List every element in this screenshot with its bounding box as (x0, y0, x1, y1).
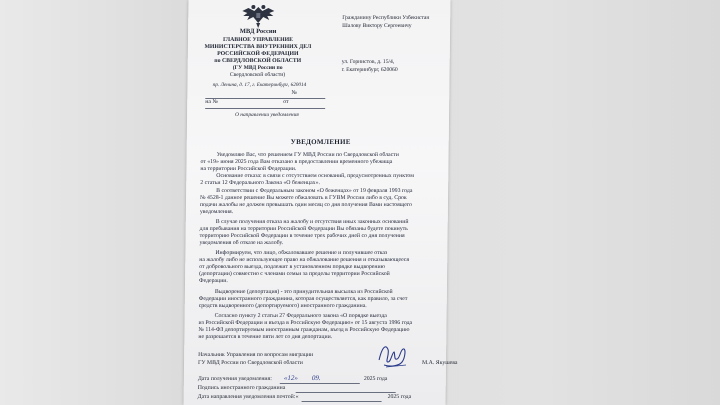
double-headed-eagle-emblem (238, 3, 278, 29)
agency-name-line-3: РОССИЙСКОЙ ФЕДЕРАЦИИ (217, 51, 299, 57)
letter-subject: О направлении уведомления (235, 112, 299, 118)
paragraph-4-line: В случае получения отказа на жалобу и отсутствия иных законных оснований (215, 219, 409, 225)
paragraph-5 (199, 250, 437, 285)
paragraph-2 (200, 173, 438, 187)
paragraph-3-line: подачи жалобы не должен превышать один месяц со дня получения Вами настоящего (199, 202, 412, 209)
paragraph-5-line: Информируем, что лицо, обжаловавшее решение и получившее отказ (215, 250, 388, 256)
handwritten-signature (376, 340, 410, 370)
foreigner-signature-line (296, 392, 396, 393)
signer-position-line-1: Начальник Управления по вопросам миграции (198, 352, 314, 358)
paragraph-5-line: от добровольного выезда, подлежит в установленном порядке выдворению (199, 264, 385, 271)
paragraph-7-line: Согласно пункту 2 статьи 27 Федерального закона «О порядке выезда (214, 313, 387, 319)
agency-name-line-5: (ГУ МВД России по (232, 65, 283, 71)
paragraph-4 (199, 219, 437, 247)
sent-year: 2025 года (387, 394, 412, 400)
paragraph-4-line: территорию Российской Федерации в течение трех рабочих дней со дня получения (199, 233, 405, 240)
agency-name-line-4: по СВЕРДЛОВСКОЙ ОБЛАСТИ (214, 58, 302, 64)
paragraph-4-line: для пребывания на территории Российской Федерации Вы обязаны будете покинуть (199, 226, 408, 233)
paragraph-4-line: уведомления об отказе на жалобу. (199, 240, 284, 247)
sent-date-line (302, 401, 382, 402)
signer-position-line-2: ГУ МВД России по Свердловской области (198, 360, 303, 366)
incoming-number-prefix: на № (205, 99, 218, 105)
incoming-number-line (205, 108, 325, 109)
paragraph-1 (200, 152, 438, 173)
agency-short-name: МВД России (239, 28, 277, 35)
paragraph-3-line: В соответствии с Федеральным законом «О беженцах» от 19 февраля 1993 года (216, 188, 413, 194)
incoming-date-label: от (283, 99, 289, 105)
agency-name-line-6: Свердловской области) (229, 72, 286, 78)
paragraph-3-line: уведомления. (199, 209, 234, 216)
sent-day: « (295, 394, 299, 400)
received-date-label: Дата получения уведомления: (197, 376, 272, 382)
paragraph-5-line: Федерации. (198, 278, 228, 285)
paragraph-2-line: 2 статьи 12 Федерального Закона «О беженцах». (200, 180, 320, 187)
agency-address: пр. Ленина, д. 17, г. Екатеринбург, 620014 (212, 82, 307, 88)
paragraph-5-line: (депортации) совместно с членами семьи за пределы территории Российской (199, 271, 390, 278)
document-sheet (184, 0, 458, 405)
recipient-line-2: Шалову Виктору Сергеевичу (342, 23, 412, 29)
document-title: УВЕДОМЛЕНИЕ (290, 138, 351, 146)
paragraph-1-line: Уведомляю Вас, что решением ГУ МВД России по Свердловской области (216, 152, 399, 158)
received-day: «12» (283, 374, 298, 382)
paragraph-1-line: от «19» июня 2025 года Вам отказано в предоставлении временного убежища (200, 159, 393, 166)
outgoing-number-line (205, 98, 325, 99)
paragraph-6 (199, 289, 437, 310)
paragraph-5-line: на жалобу либо не использующее право на обжалование решения и отказывающееся (199, 257, 410, 264)
paragraph-7-line: из Российской Федерации и въезда в Российскую Федерацию» от 15 августа 1996 года (198, 320, 413, 327)
paragraph-6-line: средств выдворенного (депортируемого) иностранного гражданина. (198, 303, 367, 310)
paragraph-6-line: Федерации иностранного гражданина, которая осуществляется, как правило, за счет (198, 296, 408, 303)
agency-name-line-1: ГЛАВНОЕ УПРАВЛЕНИЕ (222, 37, 294, 43)
recipient-address-line-2: г. Екатеринбург, 620060 (341, 67, 398, 73)
paragraph-7 (198, 313, 436, 341)
paragraph-6-line: Выдворение (депортация) - это принудительная высылка из Российской (214, 289, 393, 295)
foreigner-signature-label: Подпись иностранного гражданина (197, 385, 286, 391)
agency-name-line-2: МИНИСТЕРСТВА ВНУТРЕННИХ ДЕЛ (204, 44, 312, 50)
received-year: 2025 года (363, 376, 388, 382)
outgoing-number-label: № (291, 90, 297, 96)
signer-name: М.А. Якушева (422, 360, 458, 366)
received-month: 09. (311, 374, 321, 382)
paragraph-7-line: № 114-ФЗ депортируемым иностранным гражданам, въезд в Российскую Федерацию (198, 327, 410, 334)
paragraph-1-line: на территории Российской Федерации. (200, 166, 297, 173)
paragraph-3-line: № 4528-1 данное решение Вы можете обжаловать в ГУВМ России либо в суд. Срок (200, 195, 407, 202)
paragraph-7-line: не разрешается в течение пяти лет со дня депортации. (198, 334, 333, 341)
paragraph-3 (200, 188, 438, 216)
paragraph-2-line: Основание отказа: в связи с отсутствием оснований, предусмотренных пунктом (216, 173, 414, 179)
received-date-line (280, 383, 360, 384)
recipient-line-1: Гражданину Республики Узбекистан (342, 15, 430, 21)
recipient-address-line-1: ул. Горнистов, д. 15/4, (341, 59, 395, 65)
sent-date-label: Дата направления уведомления почтой: (197, 394, 296, 400)
